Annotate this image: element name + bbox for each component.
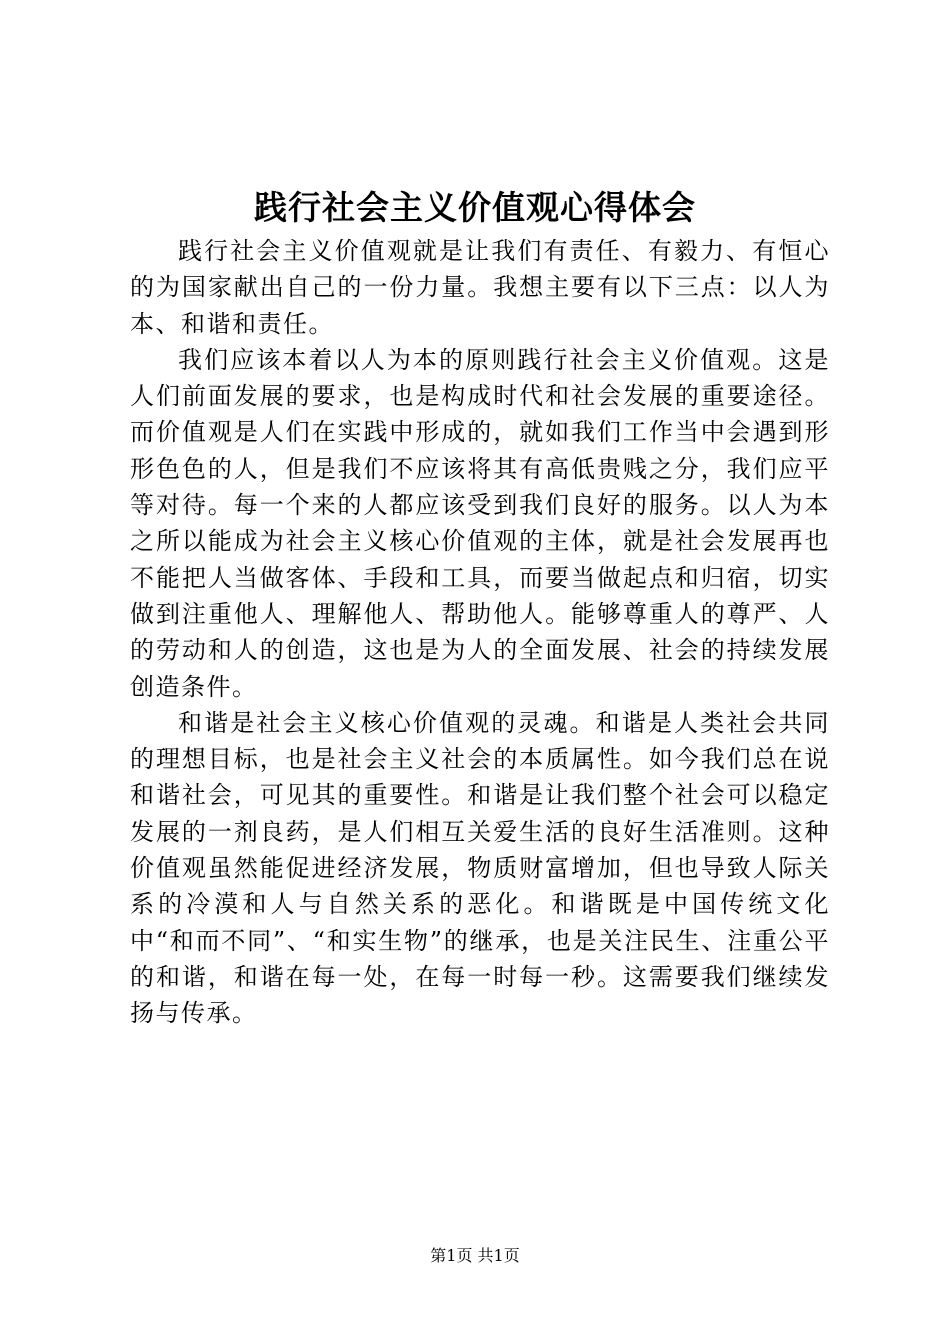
document-title: 践行社会主义价值观心得体会 [254,188,696,227]
page-footer: 第1页 共1页 [430,1246,520,1265]
document-body [130,233,830,1032]
paragraph-harmony: 和谐是社会主义核心价值观的灵魂。和谐是人类社会共同的理想目标，也是社会主义社会的本质属性。如今我们总在说和谐社会，可见其的重要性。和谐是让我们整个社会可以稳定发展的一剂良药，是人们相互关爱生活的良好生活准则。这种价值观虽然能促进经济发展，物质财富增加，但也导致人际关系的冷漠和人与自然关系的恶化。和谐既是中国传统文化中“和而不同”、“和实生物”的继承，也是关注民生、注重公平的和谐，和谐在每一处，在每一时每一秒。这需要我们继续发扬与传承。 [130,708,830,1028]
paragraph-intro: 践行社会主义价值观就是让我们有责任、有毅力、有恒心的为国家献出自己的一份力量。我想主要有以下三点：以人为本、和谐和责任。 [130,237,830,338]
paragraph-people-oriented: 我们应该本着以人为本的原则践行社会主义价值观。这是人们前面发展的要求，也是构成时代和社会发展的重要途径。而价值观是人们在实践中形成的，就如我们工作当中会遇到形形色色的人，但是我们不应该将其有高低贵贱之分，我们应平等对待。每一个来的人都应该受到我们良好的服务。以人为本之所以能成为社会主义核心价值观的主体，就是社会发展再也不能把人当做客体、手段和工具，而要当做起点和归宿，切实做到注重他人、理解他人、帮助他人。能够尊重人的尊严、人的劳动和人的创造，这也是为人的全面发展、社会的持续发展创造条件。 [130,345,830,701]
